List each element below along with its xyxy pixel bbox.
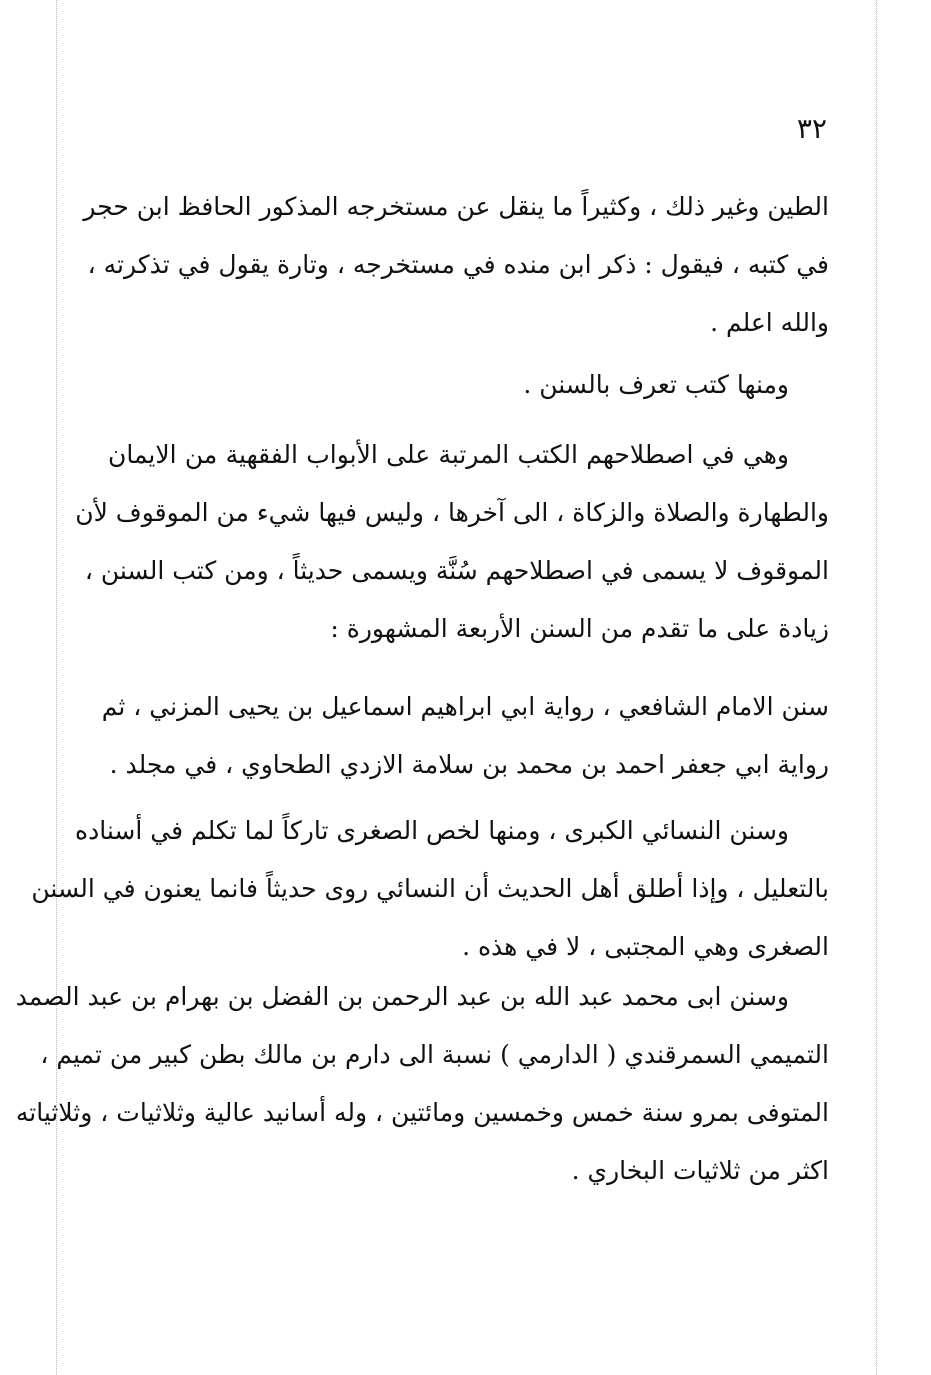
left-scan-edge bbox=[56, 0, 57, 1375]
text-line: والطهارة والصلاة والزكاة ، الى آخرها ، وليس فيها شيء من الموقوف لأن bbox=[75, 498, 829, 527]
text-line: في كتبه ، فيقول : ذكر ابن منده في مستخرجه ، وتارة يقول في تذكرته ، bbox=[87, 250, 829, 279]
right-scan-edge bbox=[876, 0, 877, 1375]
text-line: المتوفى بمرو سنة خمس وخمسين ومائتين ، وله أسانيد عالية وثلاثيات ، وثلاثياته bbox=[15, 1098, 829, 1127]
text-line: اكثر من ثلاثيات البخاري . bbox=[571, 1156, 829, 1185]
paragraph-sunan-darimi bbox=[15, 968, 829, 1200]
text-line: سنن الامام الشافعي ، رواية ابي ابراهيم اسماعيل بن يحيى المزني ، ثم bbox=[101, 692, 829, 721]
text-line: وهي في اصطلاحهم الكتب المرتبة على الأبواب الفقهية من الايمان bbox=[108, 440, 789, 469]
text-line: بالتعليل ، وإذا أطلق أهل الحديث أن النسائي روى حديثاً فانما يعنون في السنن bbox=[31, 874, 829, 903]
text-line: الطين وغير ذلك ، وكثيراً ما ينقل عن مستخرجه المذكور الحافظ ابن حجر bbox=[83, 192, 829, 221]
text-line: الموقوف لا يسمى في اصطلاحهم سُنَّة ويسمى حديثاً ، ومن كتب السنن ، bbox=[84, 556, 829, 585]
paragraph-sunan-nasai bbox=[31, 802, 829, 976]
text-line: وسنن النسائي الكبرى ، ومنها لخص الصغرى تاركاً لما تكلم في أسناده bbox=[75, 816, 789, 845]
text-line: التميمي السمرقندي ( الدارمي ) نسبة الى دارم بن مالك بطن كبير من تميم ، bbox=[40, 1040, 829, 1069]
text-line: والله اعلم . bbox=[710, 308, 829, 337]
text-line: زيادة على ما تقدم من السنن الأربعة المشهورة : bbox=[330, 614, 829, 643]
paragraph-ibn-mandah bbox=[83, 178, 829, 352]
paragraph-sunan-heading bbox=[108, 356, 829, 414]
text-line: وسنن ابى محمد عبد الله بن عبد الرحمن بن الفضل بن بهرام بن عبد الصمد bbox=[15, 982, 789, 1011]
text-line: رواية ابي جعفر احمد بن محمد بن سلامة الازدي الطحاوي ، في مجلد . bbox=[109, 750, 829, 779]
text-line: الصغرى وهي المجتبى ، لا في هذه . bbox=[462, 932, 829, 961]
paragraph-sunan-definition bbox=[75, 426, 829, 658]
page-number: ٣٢ bbox=[796, 112, 827, 145]
text-line: ومنها كتب تعرف بالسنن . bbox=[523, 370, 789, 399]
paragraph-sunan-shafii bbox=[101, 678, 829, 794]
